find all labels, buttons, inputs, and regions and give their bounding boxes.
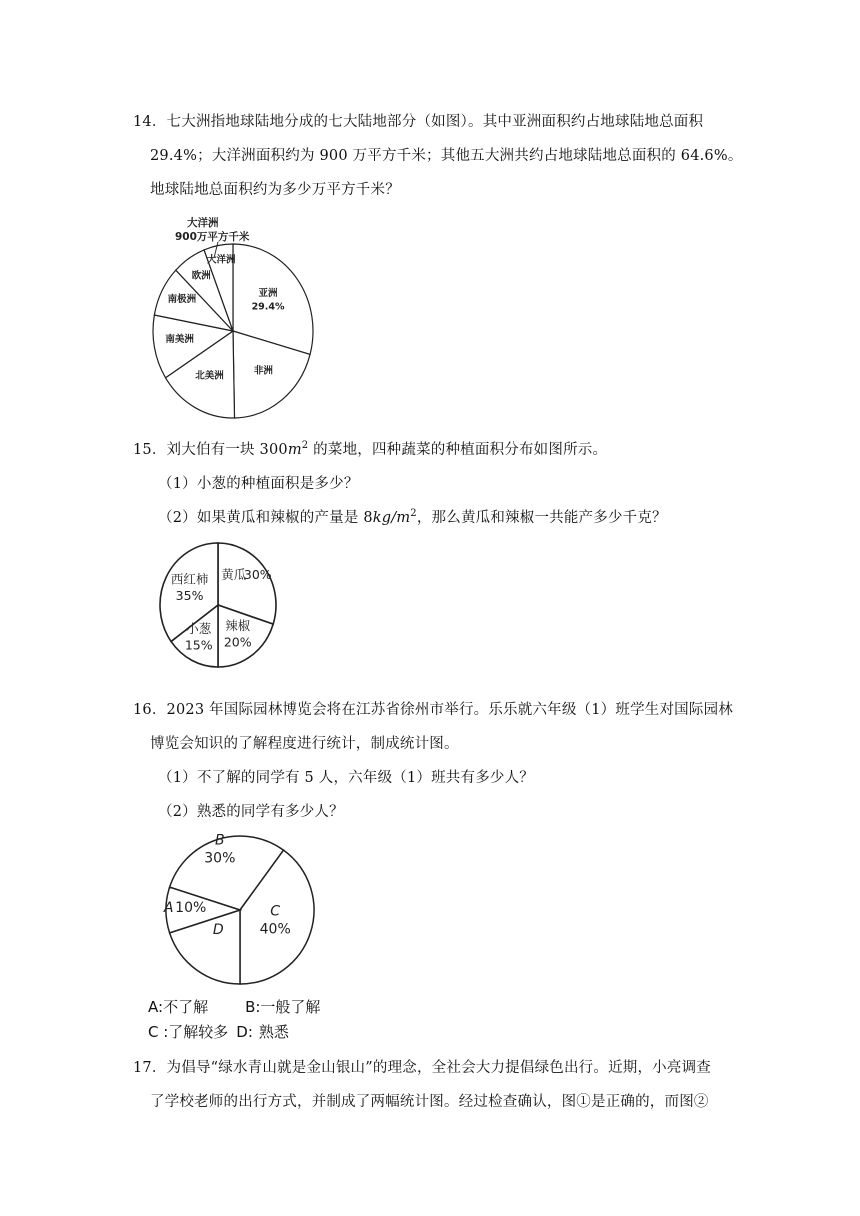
pie-label-B: B (215, 832, 225, 849)
continents-pie-chart (145, 212, 375, 422)
pie-label-辣椒: 辣椒 (225, 618, 251, 634)
q17-line1: 17．为倡导“绿水青山就是金山银山”的理念，全社会大力提倡绿色出行。近期，小亮调查 (133, 1060, 711, 1076)
q15-part2-pre: （2）如果黄瓜和辣椒的产量是 8 (158, 510, 373, 526)
pie-label-大洋洲: 大洋洲 (206, 254, 236, 266)
q15-part2 (158, 508, 667, 528)
pie-value-西红柿: 35% (175, 588, 204, 604)
pie-label-小葱: 小葱 (186, 621, 212, 637)
q15-part2-post: ，那么黄瓜和辣椒一共能产多少千克？ (416, 510, 667, 526)
q14-line1: 14．七大洲指地球陆地分成的七大陆地部分（如图）。其中亚洲面积约占地球陆地总面积 (133, 114, 704, 130)
q15-line1-pre: 15．刘大伯有一块 300 (133, 442, 288, 458)
continents-pie-slices (153, 244, 313, 418)
understanding-pie-chart (162, 832, 318, 988)
q16-line1: 16．2023 年国际园林博览会将在江苏省徐州市举行。乐乐就六年级（1）班学生对国际园林 (133, 702, 733, 718)
pie-label-西红柿: 西红柿 (170, 571, 209, 587)
pie-value-亚洲: 29.4% (251, 301, 285, 313)
q14-line3: 地球陆地总面积约为多少万平方千米？ (150, 182, 400, 198)
pie-label-南美洲: 南美洲 (165, 334, 194, 346)
callout-line2: 900万平方千米 (175, 231, 250, 243)
q15-part1: （1）小葱的种植面积是多少？ (158, 476, 359, 492)
legend-row2 (148, 1021, 289, 1043)
pie-label-南极洲: 南极洲 (167, 294, 197, 306)
legend-c-text: 了解较多 (168, 1023, 229, 1041)
vegetable-pie-chart (145, 542, 295, 676)
pie-label-北美洲: 北美洲 (195, 370, 224, 382)
legend-row1 (148, 996, 320, 1018)
q17-line2: 了学校老师的出行方式，并制成了两幅统计图。经过检查确认，图①是正确的，而图② (150, 1094, 709, 1110)
pie-label-亚洲: 亚洲 (258, 288, 278, 300)
pie-value-C: 40% (259, 921, 291, 938)
pie-label-D: D (212, 921, 224, 938)
pie-value-B: 30% (204, 850, 236, 867)
legend-b-key: B: (245, 998, 261, 1016)
q16-part1: （1）不了解的同学有 5 人，六年级（1）班共有多少人？ (158, 770, 534, 786)
q15-line1 (133, 440, 607, 460)
pie-value-A: 10% (175, 900, 207, 916)
legend-a-key: A: (148, 998, 164, 1016)
legend-a-text: 不了解 (163, 998, 209, 1016)
callout-line1: 大洋洲 (187, 217, 219, 229)
q14-line2: 29.4%；大洋洲面积约为 900 万平方千米；其他五大洲共约占地球陆地总面积的 64.6%。 (150, 148, 743, 164)
pie-value-小葱: 15% (184, 637, 213, 653)
legend-d-text: 熟悉 (258, 1023, 289, 1041)
q15-line1-post: 的菜地，四种蔬菜的种植面积分布如图所示。 (308, 442, 608, 458)
pie-label-欧洲: 欧洲 (191, 270, 211, 282)
q15-part2-unit: kg/m (372, 510, 411, 526)
q16-line2: 博览会知识的了解程度进行统计，制成统计图。 (150, 736, 459, 752)
pie-value-黄瓜: 30% (243, 566, 272, 582)
q15-part2-exp: 2 (410, 508, 417, 519)
pie-label-黄瓜: 黄瓜 (221, 566, 247, 582)
q16-part2: （2）熟悉的同学有多少人？ (158, 804, 344, 820)
q15-exp: 2 (301, 440, 309, 451)
pie-label-C: C (270, 903, 281, 920)
q15-unit: m (287, 442, 302, 458)
pie-label-非洲: 非洲 (253, 365, 273, 377)
legend-d-key: D: (236, 1023, 253, 1041)
pie-value-辣椒: 20% (223, 634, 252, 650)
legend-c-key: C : (148, 1023, 169, 1041)
legend-b-text: 一般了解 (260, 998, 321, 1016)
pie-label-A: A (163, 900, 174, 916)
